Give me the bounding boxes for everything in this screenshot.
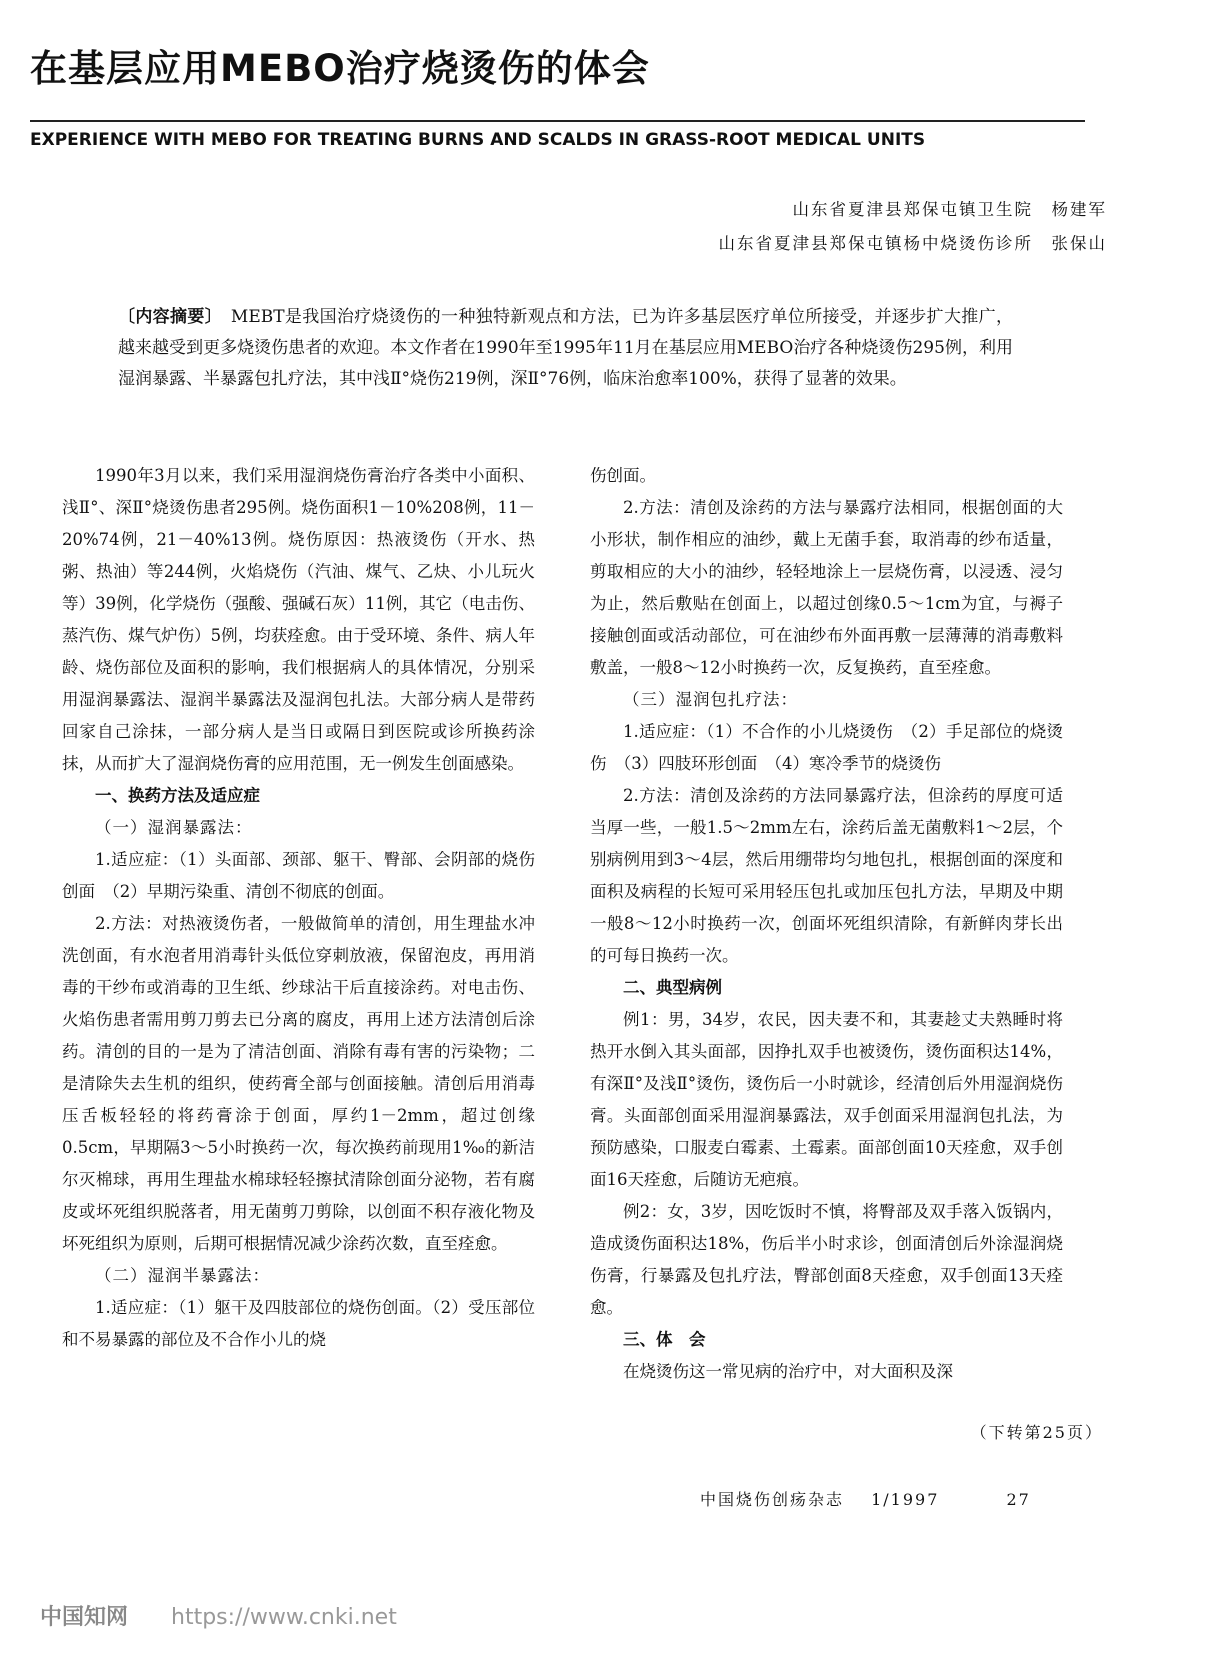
subsection-heading-1: （一）湿润暴露法： — [95, 818, 253, 837]
paragraph: 在烧烫伤这一常见病的治疗中，对大面积及深 — [623, 1362, 953, 1381]
intro-paragraph: 1990年3月以来，我们采用湿润烧伤膏治疗各类中小面积、浅Ⅱ°、深Ⅱ°烧烫伤患者295例。烧伤面积1－10%208例，11－20%74例，21－40%13例。烧伤原因：热液烫伤（开水、热粥、热油）等244例，火焰烧伤（汽油、煤气、乙炔、小儿玩火等）39例，化学烧伤（强酸、强碱石灰）11例，其它（电击伤、蒸汽伤、煤气炉伤）5例，均获痊愈。由于受环境、条件、病人年龄、烧伤部位及面积的影响，我们根据病人的具体情况，分别采用湿润暴露法、湿润半暴露法及湿润包扎法。大部分病人是带药回家自己涂抹，一部分病人是当日或隔日到医院或诊所换药涂抹，从而扩大了湿润烧伤膏的应用范围，无一例发生创面感染。 — [62, 466, 535, 773]
subsection-heading-3: （三）湿润包扎疗法： — [623, 690, 798, 709]
case-paragraph: 例2：女，3岁，因吃饭时不慎，将臀部及双手落入饭锅内，造成烫伤面积达18%，伤后半小时求诊，创面清创后外涂湿润烧伤膏，行暴露及包扎疗法，臀部创面8天痊愈，双手创面13天痊愈。 — [590, 1202, 1063, 1317]
section-heading-2: 二、典型病例 — [623, 978, 722, 997]
case-paragraph: 例1：男，34岁，农民，因夫妻不和，其妻趁丈夫熟睡时将热开水倒入其头面部，因挣扎双手也被烫伤，烫伤面积达14%，有深Ⅱ°及浅Ⅱ°烫伤，烫伤后一小时就诊，经清创后外用湿润烧伤膏。头面部创面采用湿润暴露法，双手创面采用湿润包扎法，为预防感染，口服麦白霉素、土霉素。面部创面10天痊愈，双手创面16天痊愈，后随访无疤痕。 — [590, 1010, 1063, 1189]
paragraph: 伤创面。 — [590, 466, 656, 485]
watermark — [40, 1600, 397, 1631]
paragraph: 2.方法：清创及涂药的方法与暴露疗法相同，根据创面的大小形状，制作相应的油纱，戴上无菌手套，取消毒的纱布适量，剪取相应的大小的油纱，轻轻地涂上一层烧伤膏，以浸透、浸匀为止，然后敷贴在创面上，以超过创缘0.5～1cm为宜，与褥子接触创面或活动部位，可在油纱布外面再敷一层薄薄的消毒敷料敷盖，一般8～12小时换药一次，反复换药，直至痊愈。 — [590, 498, 1063, 677]
journal-issue: 1/1997 — [871, 1490, 940, 1509]
left-column — [62, 460, 535, 1356]
author-affiliation-1: 山东省夏津县郑保屯镇卫生院 杨建军 — [792, 200, 1107, 219]
paragraph: 1.适应症：（1）头面部、颈部、躯干、臀部、会阴部的烧伤创面 （2）早期污染重、清创不彻底的创面。 — [62, 850, 535, 901]
journal-name: 中国烧伤创疡杂志 — [700, 1490, 845, 1509]
continuation-note: （下转第25页） — [970, 1423, 1103, 1442]
cnki-logo: 中国知网 — [40, 1605, 129, 1630]
author-affiliation-2: 山东省夏津县郑保屯镇杨中烧烫伤诊所 张保山 — [718, 234, 1107, 253]
article-title: 在基层应用MEBO治疗烧烫伤的体会 — [30, 47, 650, 90]
paragraph: 2.方法：清创及涂药的方法同暴露疗法，但涂药的厚度可适当厚一些，一般1.5～2mm左右，涂药后盖无菌敷料1～2层，个别病例用到3～4层，然后用绷带均匀地包扎，根据创面的深度和面积及病程的长短可采用轻压包扎或加压包扎方法，早期及中期一般8～12小时换药一次，创面坏死组织清除，有新鲜肉芽长出的可每日换药一次。 — [590, 786, 1063, 965]
paragraph: 2.方法：对热液烫伤者，一般做简单的清创，用生理盐水冲洗创面，有水泡者用消毒针头低位穿刺放液，保留泡皮，再用消毒的干纱布或消毒的卫生纸、纱球沾干后直接涂药。对电击伤、火焰伤患者需用剪刀剪去已分离的腐皮，再用上述方法清创后涂药。清创的目的一是为了清洁创面、消除有毒有害的污染物；二是清除失去生机的组织，使药膏全部与创面接触。清创后用消毒压舌板轻轻的将药膏涂于创面，厚约1－2mm，超过创缘0.5cm，早期隔3～5小时换药一次，每次换药前现用1‰的新洁尔灭棉球，再用生理盐水棉球轻轻擦拭清除创面分泌物，若有腐皮或坏死组织脱落者，用无菌剪刀剪除，以创面不积存液化物及坏死组织为原则，后期可根据情况减少涂药次数，直至痊愈。 — [62, 914, 535, 1253]
page-number: 27 — [1006, 1490, 1031, 1509]
watermark-url[interactable]: https://www.cnki.net — [171, 1605, 397, 1630]
english-title: EXPERIENCE WITH MEBO FOR TREATING BURNS AND SCALDS IN GRASS-ROOT MEDICAL UNITS — [30, 130, 926, 150]
subsection-heading-2: （二）湿润半暴露法： — [95, 1266, 270, 1285]
page-footer — [700, 1487, 1051, 1510]
section-heading-3: 三、体 会 — [623, 1330, 706, 1349]
right-column — [590, 460, 1063, 1388]
title-divider — [30, 120, 1085, 122]
abstract-label: 〔内容摘要〕 — [118, 307, 214, 327]
section-heading-1: 一、换药方法及适应症 — [95, 786, 260, 805]
abstract-text: MEBT是我国治疗烧烫伤的一种独特新观点和方法，已为许多基层医疗单位所接受，并逐步扩大推广，越来越受到更多烧烫伤患者的欢迎。本文作者在1990年至1995年11月在基层应用MEBO治疗各种烧烫伤295例，利用湿润暴露、半暴露包扎疗法，其中浅Ⅱ°烧伤219例，深Ⅱ°76例，临床治愈率100%，获得了显著的效果。 — [118, 307, 1013, 389]
abstract — [118, 302, 1013, 395]
paragraph: 1.适应症：（1）不合作的小儿烧烫伤 （2）手足部位的烧烫伤 （3）四肢环形创面 （4）寒冷季节的烧烫伤 — [590, 722, 1063, 773]
paragraph: 1.适应症：（1）躯干及四肢部位的烧伤创面。（2）受压部位和不易暴露的部位及不合作小儿的烧 — [62, 1298, 535, 1349]
